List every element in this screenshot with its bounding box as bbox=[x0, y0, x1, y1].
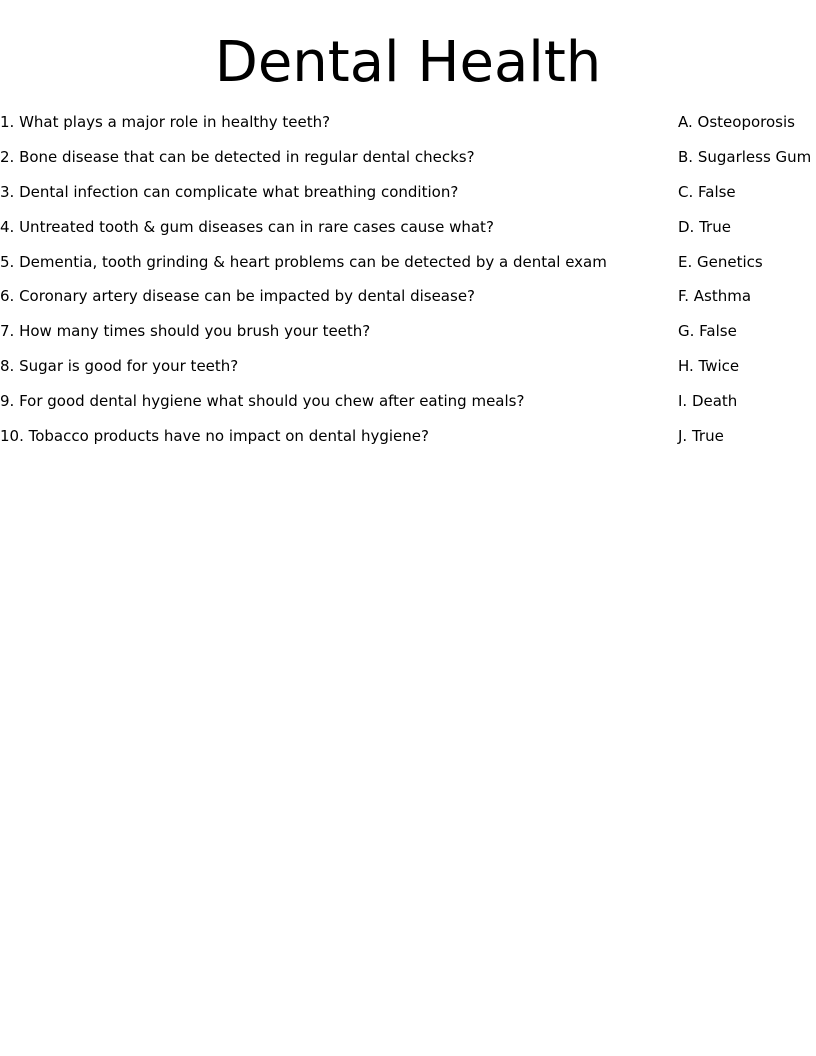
question-item: 2. Bone disease that can be detected in regular dental checks? bbox=[0, 147, 475, 166]
answer-item: I. Death bbox=[678, 392, 738, 411]
question-item: 5. Dementia, tooth grinding & heart problems can be detected by a dental exam bbox=[0, 252, 607, 271]
answer-list bbox=[678, 109, 816, 458]
answer-item: B. Sugarless Gum bbox=[678, 147, 812, 166]
answer-item: C. False bbox=[678, 182, 736, 201]
question-item: 8. Sugar is good for your teeth? bbox=[0, 357, 239, 376]
answer-item: H. Twice bbox=[678, 357, 740, 376]
question-item: 7. How many times should you brush your teeth? bbox=[0, 322, 371, 341]
question-item: 4. Untreated tooth & gum diseases can in rare cases cause what? bbox=[0, 217, 494, 236]
question-item: 6. Coronary artery disease can be impacted by dental disease? bbox=[0, 287, 476, 306]
answer-item: G. False bbox=[678, 322, 737, 341]
answer-item: E. Genetics bbox=[678, 252, 763, 271]
question-item: 9. For good dental hygiene what should you chew after eating meals? bbox=[0, 392, 525, 411]
answer-item: J. True bbox=[678, 427, 724, 446]
question-item: 1. What plays a major role in healthy teeth? bbox=[0, 113, 331, 131]
question-item: 3. Dental infection can complicate what breathing condition? bbox=[0, 182, 459, 201]
page-title: Dental Health bbox=[214, 30, 602, 95]
question-list bbox=[0, 109, 640, 458]
question-item: 10. Tobacco products have no impact on dental hygiene? bbox=[0, 427, 429, 446]
answer-item: D. True bbox=[678, 217, 731, 236]
answer-item: F. Asthma bbox=[678, 287, 752, 306]
answer-item: A. Osteoporosis bbox=[678, 113, 795, 131]
